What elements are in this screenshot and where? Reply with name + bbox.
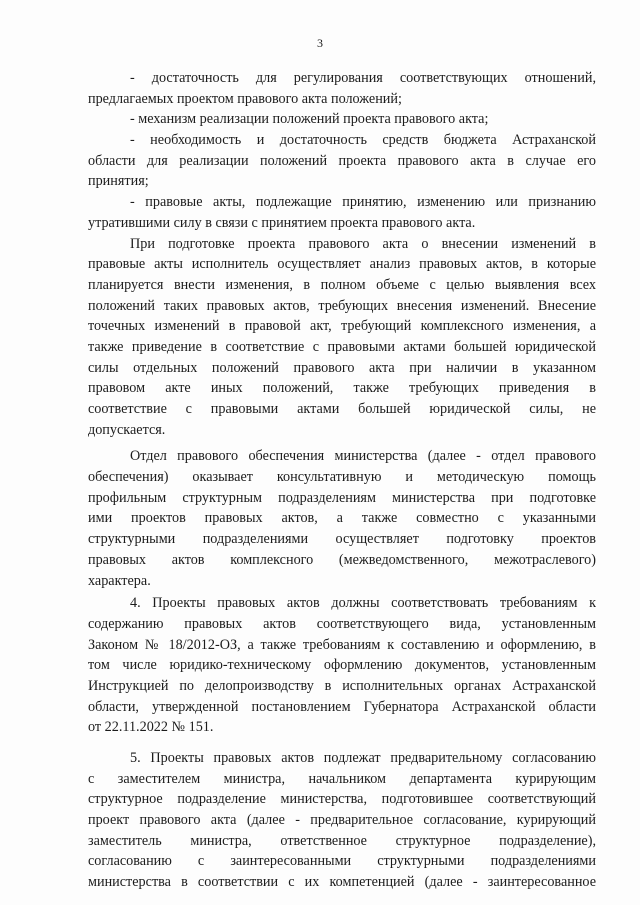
- text-line: 4. Проекты правовых актов должны соответствовать требованиям к: [130, 595, 596, 612]
- text-line: - достаточность для регулирования соответствующих отношений,: [130, 70, 596, 86]
- text-line: 5. Проекты правовых актов подлежат предварительному согласованию: [130, 750, 596, 766]
- text-line: допускается.: [88, 421, 166, 438]
- text-line: ими проектов правовых актов, а также совместно с указанными: [88, 510, 596, 527]
- text-line: правовых актов комплексного (межведомственного, межотраслевого): [88, 551, 596, 568]
- text-line: принятия;: [88, 173, 149, 190]
- text-line: планируется внести изменения, в полном объеме с целью выявления всех: [88, 276, 596, 293]
- page-number: 3: [317, 36, 323, 50]
- text-line: точечных изменений в правовой акт, требующий комплексного изменения, а: [88, 318, 596, 335]
- text-line: согласованию с заинтересованными структурными подразделениями: [88, 853, 596, 870]
- text-line: структурное подразделение министерства, подготовившее соответствующий: [88, 791, 596, 808]
- text-line: с заместителем министра, начальником департамента курирующим: [88, 770, 596, 787]
- text-line: том числе юридико-техническому оформлению документов, установленным: [88, 657, 596, 674]
- text-line: профильным структурным подразделениям министерства при подготовке: [88, 489, 596, 506]
- text-line: - необходимость и достаточность средств бюджета Астраханской: [130, 132, 596, 149]
- text-line: - правовые акты, подлежащие принятию, изменению или признанию: [130, 194, 596, 211]
- text-line: министерства в соответствии с их компетенцией (далее - заинтересованное: [88, 874, 596, 891]
- text-line: предлагаемых проектом правового акта положений;: [88, 90, 402, 107]
- text-line: Инструкцией по делопроизводству в исполнительных органах Астраханской: [88, 677, 596, 694]
- text-line: области для реализации положений проекта правового акта в случае его: [88, 152, 596, 169]
- text-line: - механизм реализации положений проекта правового акта;: [130, 111, 489, 128]
- text-line: правовые акты исполнитель осуществляет анализ правовых актов, в которые: [88, 256, 596, 273]
- text-line: содержанию правовых актов соответствующего вида, установленным: [88, 615, 596, 632]
- text-line: При подготовке проекта правового акта о внесении изменений в: [130, 235, 596, 252]
- text-line: области, утвержденной постановлением Губернатора Астраханской области: [88, 698, 596, 715]
- text-line: проект правового акта (далее - предварительное согласование, курирующий: [88, 812, 596, 829]
- text-line: Законом № 18/2012-ОЗ, а также требованиям к составлению и оформлению, в: [88, 636, 596, 653]
- text-line: заместитель министра, ответственное структурное подразделение),: [88, 832, 596, 849]
- text-line: также приведение в соответствие с правовыми актами большей юридической: [88, 338, 596, 355]
- text-line: от 22.11.2022 № 151.: [88, 719, 214, 736]
- text-line: Отдел правового обеспечения министерства (далее - отдел правового: [130, 448, 596, 465]
- text-line: положений таких правовых актов, требующих внесения изменений. Внесение: [88, 297, 596, 314]
- text-line: утратившими силу в связи с принятием проекта правового акта.: [88, 214, 476, 231]
- text-line: соответствие с правовыми актами большей юридической силы, не: [88, 401, 596, 417]
- text-line: структурными подразделениями осуществляет подготовку проектов: [88, 531, 596, 548]
- text-line: силы отдельных положений правового акта при наличии в указанном: [88, 359, 596, 376]
- document-body: [88, 68, 596, 893]
- text-line: правовом акте иных положений, также требующих приведения в: [88, 380, 596, 397]
- text-line: обеспечения) оказывает консультативную и методическую помощь: [88, 469, 596, 486]
- text-line: характера.: [88, 572, 151, 589]
